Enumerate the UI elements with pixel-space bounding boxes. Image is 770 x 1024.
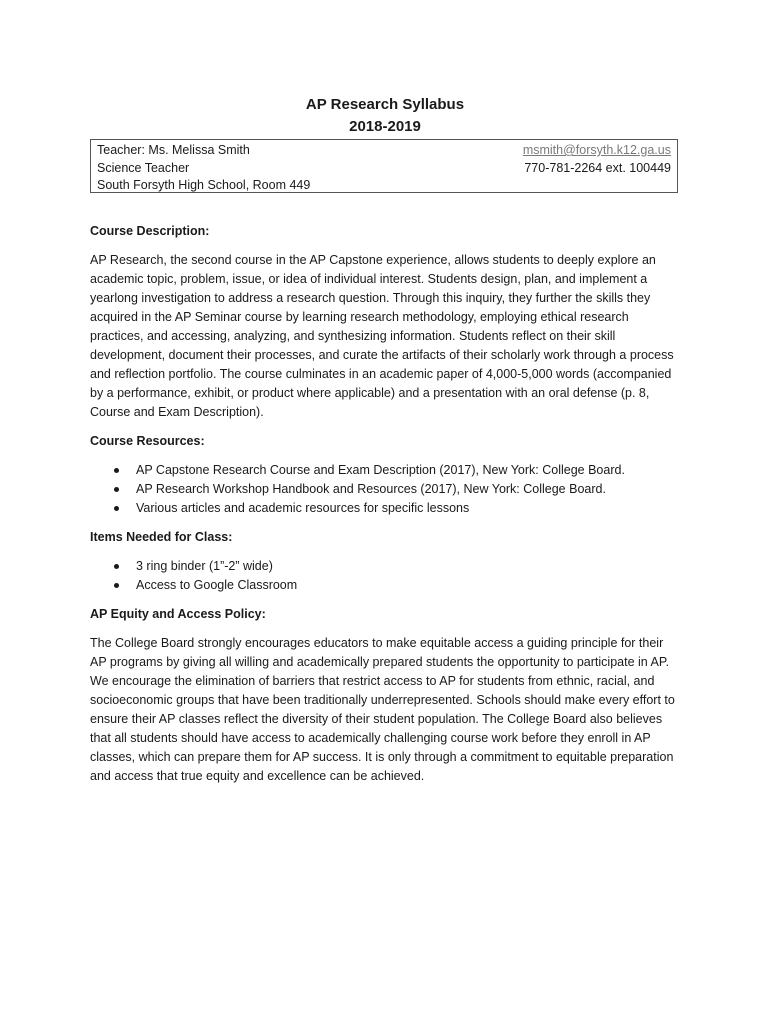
teacher-info-box xyxy=(90,139,678,193)
teacher-phone: 770-781-2264 ext. 100449 xyxy=(524,160,671,175)
teacher-school: South Forsyth High School, Room 449 xyxy=(97,178,311,192)
teacher-name: Teacher: Ms. Melissa Smith xyxy=(97,143,250,157)
school-year: 2018-2019 xyxy=(349,118,421,135)
equity-policy-body: The College Board strongly encourages educators to make equitable access a guiding principle for their AP programs by giving all willing and academically prepared students the opportunity to participate in AP. We encourage the elimination of barriers that restrict access to AP for students from ethnic, racial, and socioeconomic groups that have been traditionally underrepresented. Schools should make every effort to ensure their AP classes reflect the diversity of their student population. The College Board also believes that all students should have access to academically challenging course work before they enroll in AP classes, which can prepare them for AP success. It is only through a commitment to equitable preparation and access that true equity and excellence can be achieved. xyxy=(90,636,675,783)
course-description-body: AP Research, the second course in the AP Capstone experience, allows students to deeply explore an academic topic, problem, issue, or idea of individual interest. Students design, plan, and implement a yearlong investigation to address a research question. Through this inquiry, they further the skills they acquired in the AP Seminar course by learning research methodology, employing ethical research practices, and accessing, analyzing, and synthesizing information. Students reflect on their skill development, document their processes, and curate the artifacts of their scholarly work through a process and reflection portfolio. The course culminates in an academic paper of 4,000-5,000 words (accompanied by a performance, exhibit, or product where applicable) and a presentation with an oral defense (p. 8, Course and Exam Description). xyxy=(90,253,674,419)
syllabus-content xyxy=(90,222,680,786)
list-item: Various articles and academic resources for specific lessons xyxy=(90,499,680,518)
list-item: 3 ring binder (1”-2” wide) xyxy=(90,557,680,576)
bullet-icon xyxy=(114,468,119,473)
list-item: AP Capstone Research Course and Exam Description (2017), New York: College Board. xyxy=(90,461,680,480)
bullet-icon xyxy=(114,564,119,569)
title-block xyxy=(0,94,770,138)
teacher-role: Science Teacher xyxy=(97,160,190,175)
bullet-icon xyxy=(114,583,119,588)
teacher-details xyxy=(97,142,310,195)
equity-policy-heading: AP Equity and Access Policy: xyxy=(90,607,266,621)
course-description-heading: Course Description: xyxy=(90,224,210,238)
teacher-contact xyxy=(523,142,671,177)
bullet-icon xyxy=(114,487,119,492)
items-needed-heading: Items Needed for Class: xyxy=(90,530,233,544)
teacher-email-link[interactable]: msmith@forsyth.k12.ga.us xyxy=(522,143,671,157)
list-item: AP Research Workshop Handbook and Resources (2017), New York: College Board. xyxy=(90,480,680,499)
list-item: Access to Google Classroom xyxy=(90,576,680,595)
course-resources-heading: Course Resources: xyxy=(90,434,205,448)
document-title: AP Research Syllabus xyxy=(305,96,465,113)
course-resources-list xyxy=(90,461,680,518)
items-needed-list xyxy=(90,557,680,595)
bullet-icon xyxy=(114,506,119,511)
